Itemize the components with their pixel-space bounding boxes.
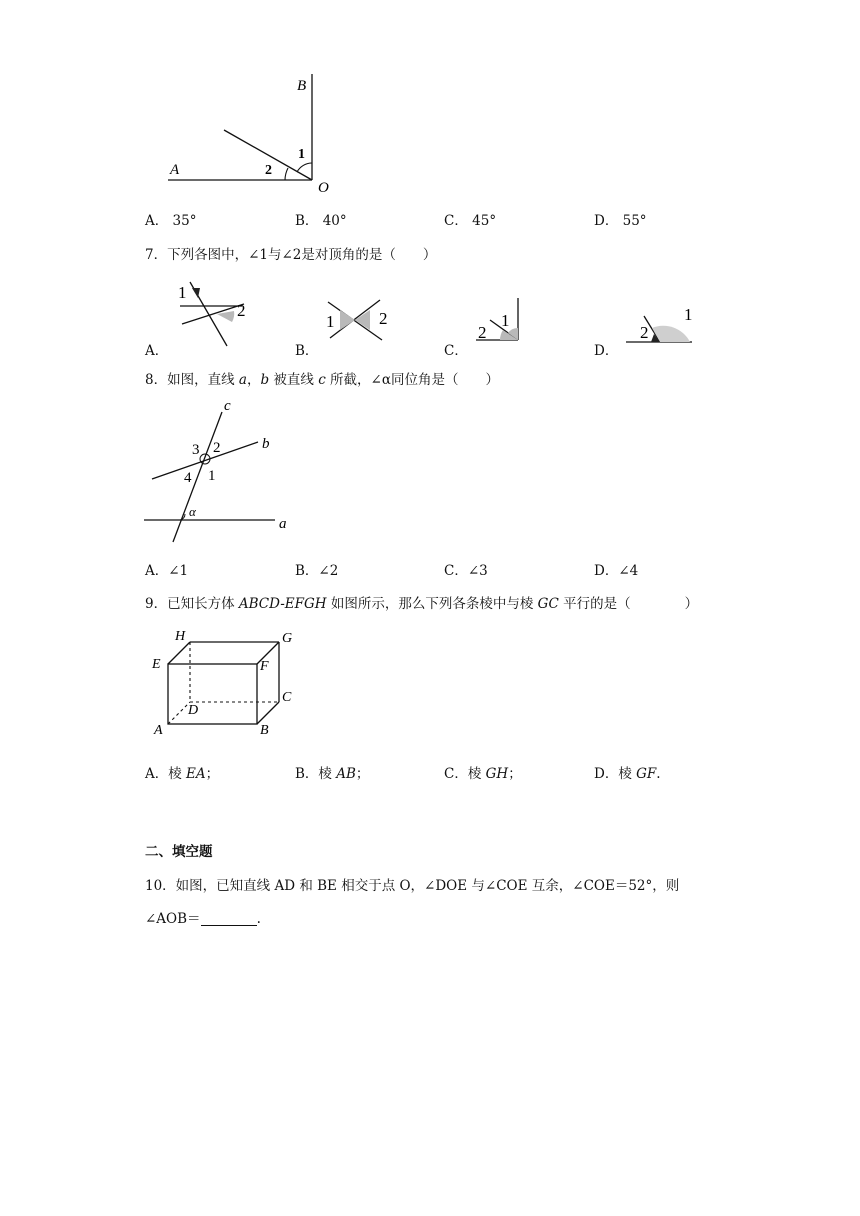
q8-label-1: 1 (208, 468, 216, 484)
q10-line2: ∠AOB＝ . (145, 911, 261, 927)
q8-label-b: b (262, 436, 270, 452)
q6-option-a[interactable]: A． 35° (145, 213, 197, 229)
q7-figure-c (470, 296, 530, 346)
q9-label-F: F (260, 659, 269, 674)
q8-option-a[interactable]: A．∠1 (145, 563, 189, 579)
q6-label-2: 2 (265, 163, 272, 178)
q6-label-1: 1 (298, 147, 305, 162)
q9-stem: 9．已知长方体 ABCD-EFGH 如图所示，那么下列各条棱中与棱 GC 平行的是（ ） (145, 596, 699, 612)
q8-figure (140, 394, 300, 546)
q8-label-alpha: α (189, 504, 196, 519)
q6-label-A: A (170, 162, 180, 178)
q7d-label-2: 2 (640, 323, 649, 342)
q8-option-c[interactable]: C．∠3 (444, 563, 488, 579)
q6-option-d[interactable]: D． 55° (594, 213, 647, 229)
q8-label-a: a (279, 516, 287, 532)
q9-label-D: D (188, 703, 199, 718)
q9-option-a[interactable]: A．棱 EA； (145, 766, 220, 782)
q7-stem: 7．下列各图中，∠1与∠2是对顶角的是（ ） (145, 247, 437, 263)
q7-figure-a (170, 276, 260, 348)
q7-option-a[interactable]: A． (145, 343, 169, 359)
q9-label-H: H (175, 629, 186, 644)
q10-line1: 10．如图，已知直线 AD 和 BE 相交于点 O，∠DOE 与∠COE 互余，∠COE＝52°，则 (145, 878, 680, 894)
q6-label-O: O (318, 180, 329, 196)
q7-option-d[interactable]: D． (594, 343, 619, 359)
q7d-label-1: 1 (684, 305, 693, 324)
q7a-label-2: 2 (237, 301, 246, 320)
q7-option-b[interactable]: B． (295, 343, 319, 359)
q9-label-A: A (154, 723, 163, 738)
q8-stem: 8．如图，直线 a，b 被直线 c 所截，∠α同位角是（ ） (145, 372, 499, 388)
q6-option-c[interactable]: C． 45° (444, 213, 497, 229)
q6-label-B: B (297, 78, 307, 94)
q8-label-c: c (224, 398, 231, 414)
q8-label-4: 4 (184, 470, 192, 486)
q9-label-B: B (260, 723, 269, 738)
q9-option-d[interactable]: D．棱 GF. (594, 766, 661, 782)
q9-label-E: E (152, 657, 161, 672)
q7b-label-1: 1 (326, 312, 335, 331)
q7b-label-2: 2 (379, 309, 388, 328)
q8-label-2: 2 (213, 440, 221, 456)
q8-option-d[interactable]: D．∠4 (594, 563, 639, 579)
q8-option-b[interactable]: B．∠2 (295, 563, 339, 579)
q9-option-b[interactable]: B．棱 AB； (295, 766, 370, 782)
q10-answer-blank[interactable] (201, 911, 257, 926)
q8-label-3: 3 (192, 442, 200, 458)
q9-figure (148, 626, 308, 742)
q9-option-c[interactable]: C．棱 GH； (444, 766, 522, 782)
q9-label-G: G (282, 631, 293, 646)
q6-option-b[interactable]: B． 40° (295, 213, 347, 229)
q7a-label-1: 1 (178, 283, 187, 302)
q7c-label-1: 1 (501, 311, 510, 330)
q7-figure-d (622, 300, 702, 346)
q9-label-C: C (282, 690, 292, 705)
q7c-label-2: 2 (478, 323, 487, 342)
q7-figure-b (320, 296, 400, 346)
q7-option-c[interactable]: C． (444, 343, 468, 359)
section-title: 二、填空题 (145, 844, 213, 860)
q6-figure (150, 68, 350, 198)
